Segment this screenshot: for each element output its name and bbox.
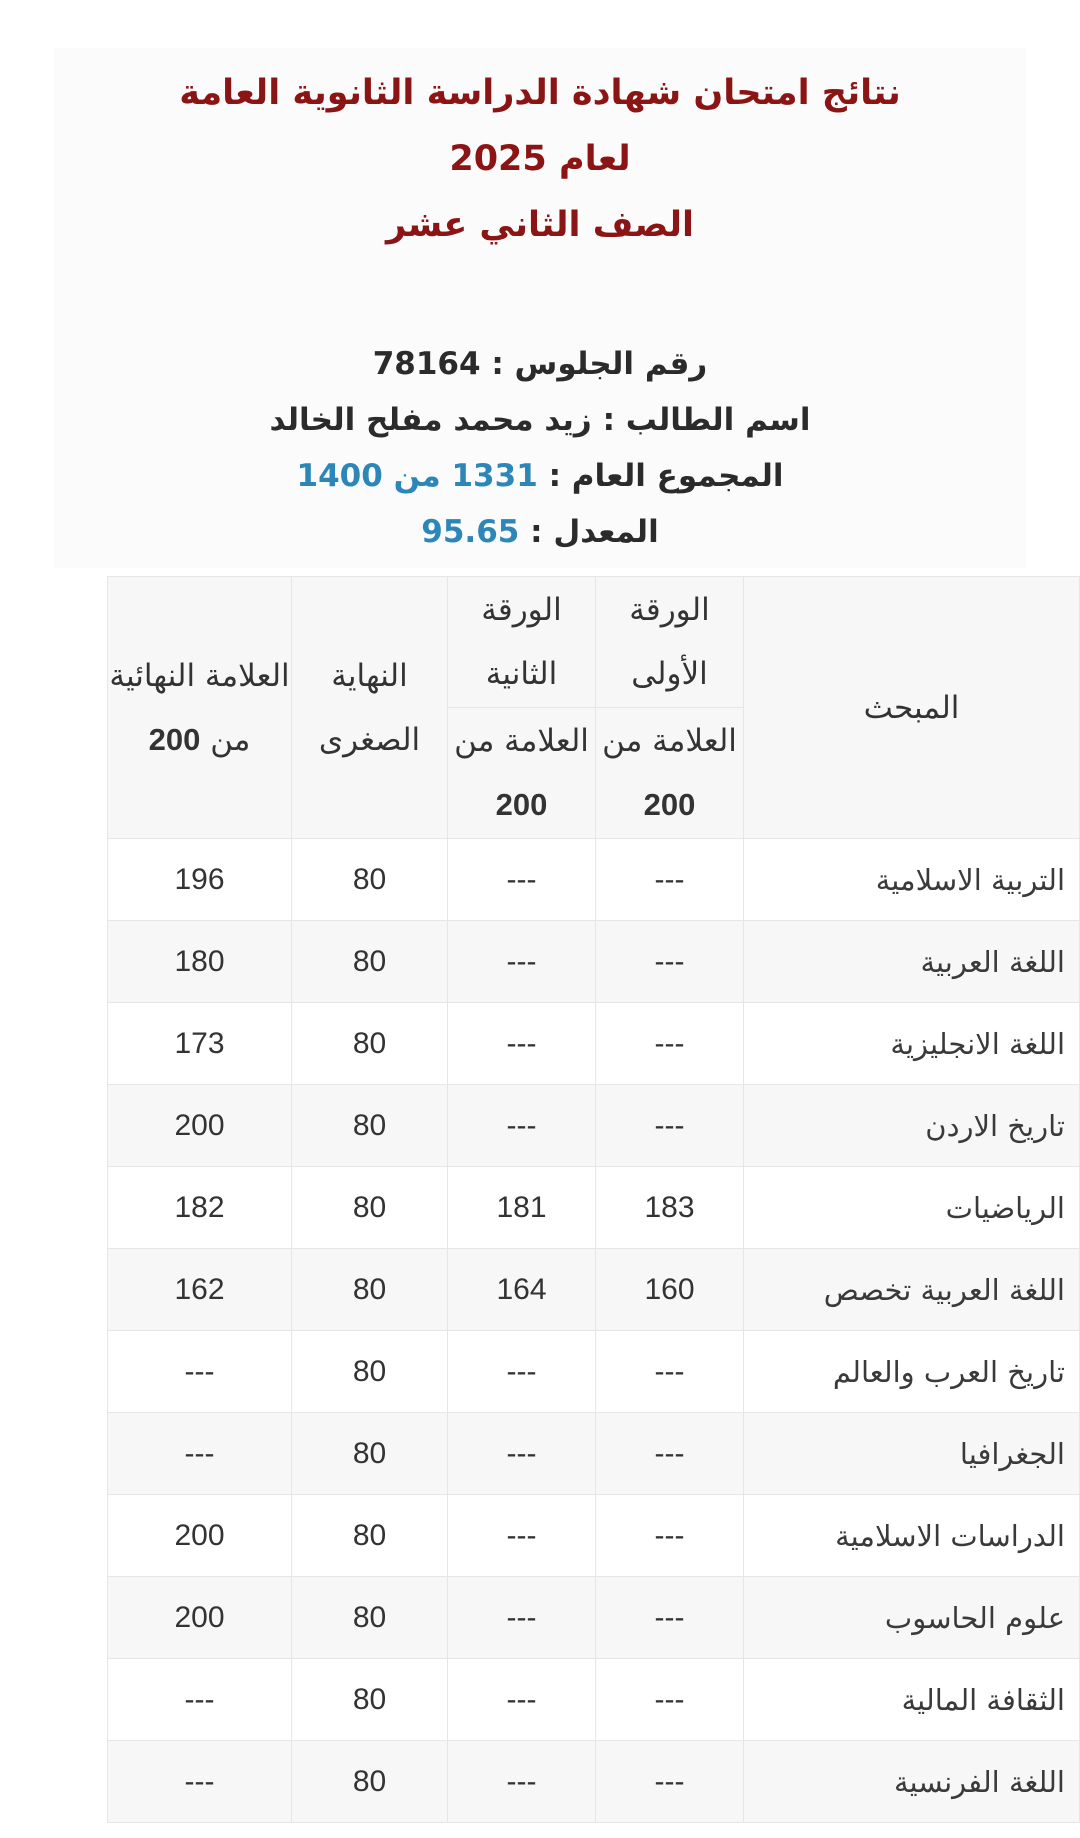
table-row xyxy=(108,1495,1080,1577)
final-cell: 162 xyxy=(108,1249,292,1331)
results-page xyxy=(54,48,1026,568)
final-cell: 182 xyxy=(108,1167,292,1249)
minimum-cell: 80 xyxy=(292,1249,448,1331)
paper2-cell: --- xyxy=(448,1085,596,1167)
paper1-cell: --- xyxy=(596,1331,744,1413)
final-cell: --- xyxy=(108,1413,292,1495)
paper1-cell: --- xyxy=(596,1003,744,1085)
header-paper2-mark-number: 200 xyxy=(495,787,548,822)
paper2-cell: --- xyxy=(448,921,596,1003)
final-cell: --- xyxy=(108,1741,292,1823)
seat-number-line xyxy=(54,336,1026,392)
results-table xyxy=(107,576,1080,1823)
paper2-cell: 181 xyxy=(448,1167,596,1249)
total-score-label: المجموع العام : xyxy=(548,458,784,494)
table-row xyxy=(108,1167,1080,1249)
paper1-cell: --- xyxy=(596,921,744,1003)
minimum-cell: 80 xyxy=(292,839,448,921)
paper2-cell: --- xyxy=(448,1495,596,1577)
paper1-cell: --- xyxy=(596,1413,744,1495)
header-final xyxy=(108,577,292,839)
final-cell: 173 xyxy=(108,1003,292,1085)
final-cell: 180 xyxy=(108,921,292,1003)
page-title: نتائج امتحان شهادة الدراسة الثانوية العامة xyxy=(179,73,901,113)
average-line xyxy=(54,504,1026,560)
results-header xyxy=(54,48,1026,568)
minimum-cell: 80 xyxy=(292,1167,448,1249)
paper2-cell: --- xyxy=(448,1331,596,1413)
minimum-cell: 80 xyxy=(292,1659,448,1741)
exam-year: لعام 2025 xyxy=(449,139,631,179)
student-info xyxy=(54,336,1026,560)
header-paper2: الورقة الثانية xyxy=(448,577,596,708)
seat-number-value: 78164 xyxy=(372,346,481,382)
subject-cell: تاريخ الاردن xyxy=(744,1085,1080,1167)
paper2-cell: --- xyxy=(448,1003,596,1085)
table-row xyxy=(108,1331,1080,1413)
final-cell: --- xyxy=(108,1659,292,1741)
header-paper2-mark-text: العلامة من xyxy=(454,723,589,759)
total-score-value: 1331 من 1400 xyxy=(296,458,538,494)
final-cell: 196 xyxy=(108,839,292,921)
paper1-cell: --- xyxy=(596,1741,744,1823)
table-row xyxy=(108,1003,1080,1085)
subject-cell: الدراسات الاسلامية xyxy=(744,1495,1080,1577)
seat-number-label: رقم الجلوس : xyxy=(491,346,708,382)
paper1-cell: 183 xyxy=(596,1167,744,1249)
average-value: 95.65 xyxy=(421,514,520,550)
student-name-line xyxy=(54,392,1026,448)
minimum-cell: 80 xyxy=(292,1331,448,1413)
paper1-cell: --- xyxy=(596,1577,744,1659)
total-score-line xyxy=(54,448,1026,504)
table-row xyxy=(108,1577,1080,1659)
table-row xyxy=(108,1659,1080,1741)
subject-cell: اللغة العربية تخصص xyxy=(744,1249,1080,1331)
paper2-cell: 164 xyxy=(448,1249,596,1331)
paper2-cell: --- xyxy=(448,1577,596,1659)
final-cell: 200 xyxy=(108,1577,292,1659)
student-name-value: زيد محمد مفلح الخالد xyxy=(269,402,592,438)
paper1-cell: 160 xyxy=(596,1249,744,1331)
table-row xyxy=(108,921,1080,1003)
table-row xyxy=(108,1413,1080,1495)
subject-cell: الثقافة المالية xyxy=(744,1659,1080,1741)
minimum-cell: 80 xyxy=(292,1003,448,1085)
table-row xyxy=(108,1085,1080,1167)
table-row xyxy=(108,839,1080,921)
final-cell: 200 xyxy=(108,1495,292,1577)
subject-cell: تاريخ العرب والعالم xyxy=(744,1331,1080,1413)
paper2-cell: --- xyxy=(448,1741,596,1823)
paper2-cell: --- xyxy=(448,1413,596,1495)
table-row xyxy=(108,1741,1080,1823)
paper2-cell: --- xyxy=(448,1659,596,1741)
header-paper1-mark-text: العلامة من xyxy=(602,723,737,759)
paper1-cell: --- xyxy=(596,1085,744,1167)
table-row xyxy=(108,1249,1080,1331)
subject-cell: الرياضيات xyxy=(744,1167,1080,1249)
header-paper1-mark xyxy=(596,708,744,839)
header-final-text: العلامة النهائية من xyxy=(109,657,290,758)
minimum-cell: 80 xyxy=(292,1577,448,1659)
student-name-label: اسم الطالب : xyxy=(602,402,811,438)
header-minimum: النهاية الصغرى xyxy=(292,577,448,839)
header-paper1-mark-number: 200 xyxy=(643,787,696,822)
header-subject: المبحث xyxy=(744,577,1080,839)
subject-cell: اللغة الفرنسية xyxy=(744,1741,1080,1823)
subject-cell: اللغة الانجليزية xyxy=(744,1003,1080,1085)
subject-cell: علوم الحاسوب xyxy=(744,1577,1080,1659)
header-paper2-mark xyxy=(448,708,596,839)
average-label: المعدل : xyxy=(530,514,659,550)
paper1-cell: --- xyxy=(596,1659,744,1741)
minimum-cell: 80 xyxy=(292,1495,448,1577)
final-cell: --- xyxy=(108,1331,292,1413)
subject-cell: اللغة العربية xyxy=(744,921,1080,1003)
header-final-number: 200 xyxy=(148,721,201,757)
paper1-cell: --- xyxy=(596,839,744,921)
subject-cell: الجغرافيا xyxy=(744,1413,1080,1495)
minimum-cell: 80 xyxy=(292,921,448,1003)
paper1-cell: --- xyxy=(596,1495,744,1577)
minimum-cell: 80 xyxy=(292,1085,448,1167)
minimum-cell: 80 xyxy=(292,1741,448,1823)
final-cell: 200 xyxy=(108,1085,292,1167)
paper2-cell: --- xyxy=(448,839,596,921)
minimum-cell: 80 xyxy=(292,1413,448,1495)
subject-cell: التربية الاسلامية xyxy=(744,839,1080,921)
header-paper1: الورقة الأولى xyxy=(596,577,744,708)
grade-level: الصف الثاني عشر xyxy=(385,205,695,245)
